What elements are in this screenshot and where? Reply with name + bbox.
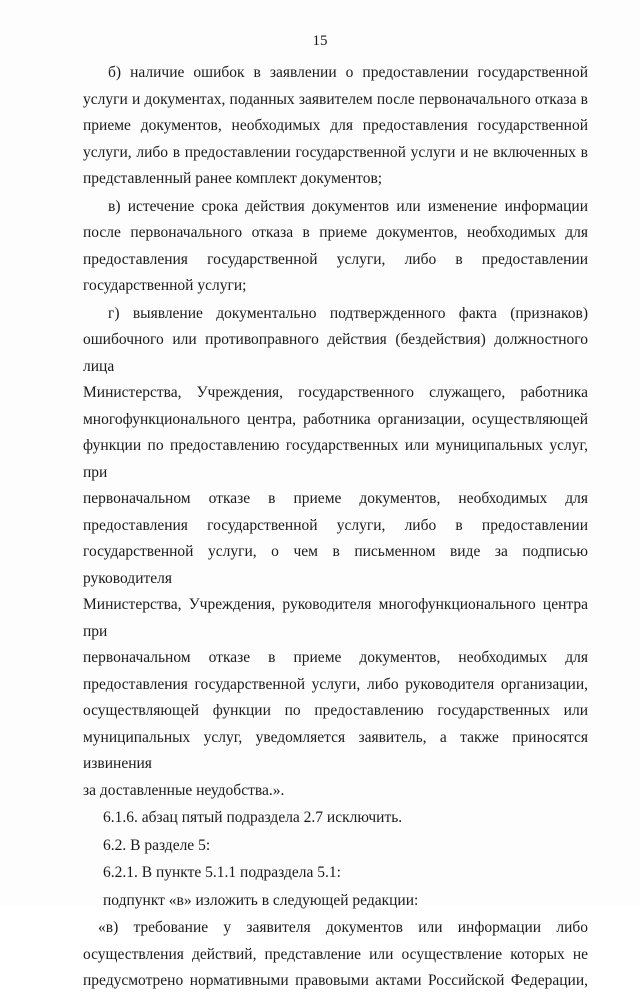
text-line: 6.1.6. абзац пятый подраздела 2.7 исключить. <box>103 809 403 826</box>
text-line: функции по предоставлению государственных или муниципальных услуг, при <box>83 437 588 481</box>
text-line: приеме документов, необходимых для предоставления государственной <box>83 117 588 134</box>
text-line: Министерства, Учреждения, руководителя многофункционального центра при <box>83 596 588 640</box>
text-line: государственной услуги, о чем в письменном виде за подписью руководителя <box>83 543 588 587</box>
text-line: за доставленные неудобства.». <box>83 781 285 799</box>
text-line: б) наличие ошибок в заявлении о предоставлении государственной <box>108 64 588 81</box>
text-line: подпункт «в» изложить в следующей редакции: <box>103 891 419 909</box>
text-line: предусмотрено нормативными правовыми актами Российской Федерации, <box>83 972 588 989</box>
text-line: г) выявление документально подтвержденного факта (признаков) <box>108 304 588 322</box>
paragraph-6-2-1 <box>83 860 588 887</box>
paragraph-b <box>83 60 588 193</box>
text-line: многофункционального центра, работника организации, осуществляющей <box>83 410 588 428</box>
text-line: после первоначального отказа в приеме документов, необходимых для <box>83 224 588 241</box>
text-line: предоставления государственной услуги, либо в предоставлении <box>83 516 588 534</box>
document-body <box>83 60 588 995</box>
text-line: муниципальных услуг, уведомляется заявитель, а также приносятся извинения <box>83 728 588 772</box>
paragraph-v <box>83 194 588 300</box>
text-line: первоначальном отказе в приеме документов, необходимых для <box>83 649 588 666</box>
paragraph-subitem-v <box>83 888 588 915</box>
paragraph-6-2 <box>83 833 588 860</box>
text-line: услуги и документах, поданных заявителем после первоначального отказа в <box>83 90 588 108</box>
text-line: в) истечение срока действия документов или изменение информации <box>108 197 588 215</box>
paragraph-6-1-6 <box>83 805 588 832</box>
text-line: услуги, либо в предоставлении государственной услуги и не включенных в <box>83 143 588 161</box>
text-line: представленный ранее комплект документов; <box>83 170 383 187</box>
text-line: 6.2.1. В пункте 5.1.1 подраздела 5.1: <box>103 864 341 881</box>
paragraph-g <box>83 301 588 805</box>
text-line: осуществления действий, представление или осуществление которых не <box>83 945 588 963</box>
text-line: государственной услуги; <box>83 277 247 294</box>
text-line: осуществляющей функции по предоставлению государственных или <box>83 702 588 719</box>
text-line: предоставления государственной услуги, либо в предоставлении <box>83 250 588 268</box>
text-line: ошибочного или противоправного действия (бездействия) должностного лица <box>83 331 588 375</box>
text-line: первоначальном отказе в приеме документов, необходимых для <box>83 490 588 507</box>
page-number: 15 <box>312 33 328 49</box>
text-line: «в) требование у заявителя документов или информации либо <box>98 919 588 936</box>
text-line: предоставления государственной услуги, либо руководителя организации, <box>83 675 588 693</box>
paragraph-v-new <box>83 915 588 995</box>
text-line: Министерства, Учреждения, государственного служащего, работника <box>83 384 588 401</box>
text-line: 6.2. В разделе 5: <box>103 836 211 854</box>
